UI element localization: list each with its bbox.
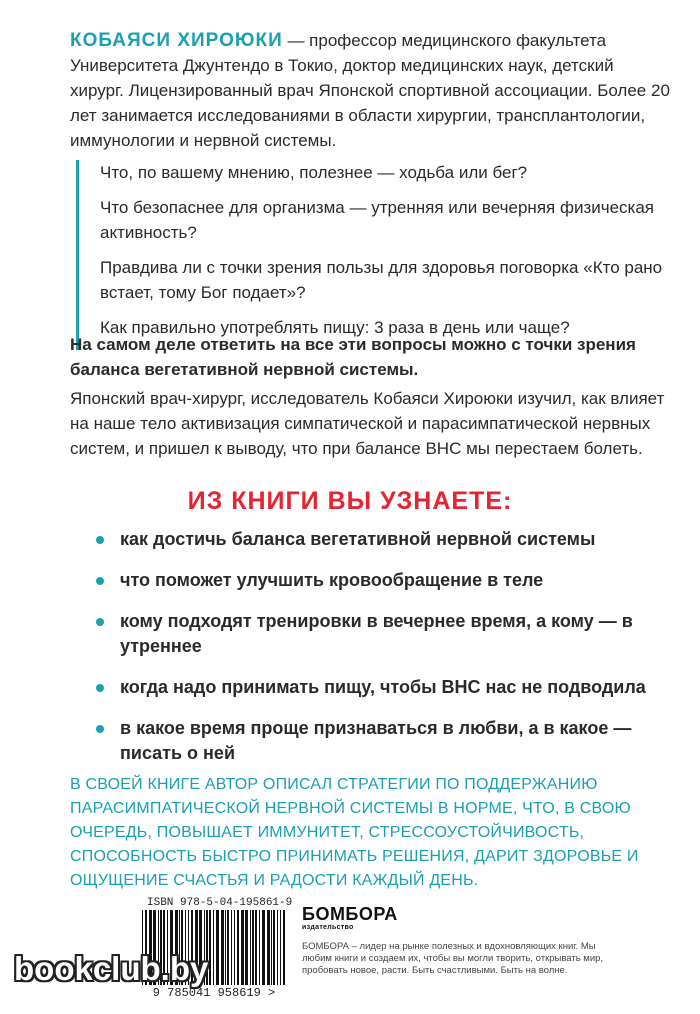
list-item: в какое время проще признаваться в любви, а в какое — писать о ней	[96, 716, 676, 766]
barcode-bar	[213, 910, 214, 985]
isbn-label: ISBN 978-5-04-195861-9	[147, 897, 293, 909]
publisher-description: БОМБОРА – лидер на рынке полезных и вдохновляющих книг. Мы любим книги и создаем их, чтобы вы могли творить, открывать мир, пробовать новое, расти. Быть счастливыми. Быть на волне.	[302, 941, 604, 976]
summary-paragraph: В СВОЕЙ КНИГЕ АВТОР ОПИСАЛ СТРАТЕГИИ ПО ПОДДЕРЖАНИЮ ПАРАСИМПАТИЧЕСКОЙ НЕРВНОЙ СИСТЕМЫ В НОРМЕ, ЧТО, В СВОЮ ОЧЕРЕДЬ, ПОВЫШАЕТ ИММУНИТЕТ, СТРЕССОУСТОЙЧИВОСТЬ, СПОСОБНОСТЬ БЫСТРО ПРИНИМАТЬ РЕШЕНИЯ, ДАРИТ ЗДОРОВЬЕ И ОЩУЩЕНИЕ СЧАСТЬЯ И РАДОСТИ КАЖДЫЙ ДЕНЬ.	[70, 776, 639, 889]
question: Что, по вашему мнению, полезнее — ходьба или бег?	[100, 163, 528, 182]
question: Правдива ли с точки зрения пользы для здоровья поговорка «Кто рано встает, тому Бог подает»?	[100, 258, 663, 302]
barcode-bar	[237, 910, 239, 985]
bullet-dot-icon	[96, 577, 104, 585]
barcode-bar	[271, 910, 272, 985]
description-paragraph: Японский врач-хирург, исследователь Кобаяси Хироюки изучил, как влияет на наше тело активизация симпатической и парасимпатической нервных систем, и пришел к выводу, что при балансе ВНС мы перестаем болеть.	[70, 389, 665, 458]
bullet-dot-icon	[96, 618, 104, 626]
author-bio	[70, 28, 670, 153]
barcode-bar	[273, 910, 275, 985]
list-item: когда надо принимать пищу, чтобы ВНС нас не подводила	[96, 675, 676, 700]
barcode-bar	[225, 910, 226, 985]
bullet-dot-icon	[96, 725, 104, 733]
barcode-bar	[283, 910, 285, 985]
list-item: что поможет улучшить кровообращение в теле	[96, 568, 676, 593]
barcode-bar	[209, 910, 211, 985]
publisher-logo: БОМБОРА	[302, 904, 398, 924]
barcode-bar	[245, 910, 248, 985]
barcode-digits: 9 785041 958619 >	[152, 986, 276, 1000]
barcode-bar	[231, 910, 232, 985]
barcode-bar	[259, 910, 260, 985]
list-item: кому подходят тренировки в вечернее время, а кому — в утреннее	[96, 609, 676, 659]
bullet-dot-icon	[96, 536, 104, 544]
publisher-subtitle: издательство	[302, 924, 354, 931]
list-item: как достичь баланса вегетативной нервной системы	[96, 527, 676, 552]
barcode-bar	[216, 910, 219, 985]
barcode-bar	[241, 910, 244, 985]
answer-statement: На самом деле ответить на все эти вопросы можно с точки зрения баланса вегетативной нервной системы.	[70, 335, 636, 379]
watermark: bookclub.by	[14, 950, 209, 987]
barcode-bar	[277, 910, 278, 985]
author-name: КОБАЯСИ ХИРОЮКИ	[70, 30, 283, 51]
barcode-bar	[227, 910, 229, 985]
learn-list	[96, 527, 676, 782]
question: Как правильно употреблять пищу: 3 раза в день или чаще?	[100, 318, 570, 337]
bullet-dot-icon	[96, 684, 104, 692]
barcode-bar	[221, 910, 224, 985]
learn-heading: ИЗ КНИГИ ВЫ УЗНАЕТЕ:	[187, 487, 513, 515]
question: Что безопаснее для организма — утренняя или вечерняя физическая активность?	[100, 198, 655, 242]
barcode-bar	[255, 910, 257, 985]
barcode-bar	[267, 910, 270, 985]
barcode-bar	[252, 910, 254, 985]
barcode-bar	[280, 910, 281, 985]
author-bio-text: — профессор медицинского факультета Университета Джунтендо в Токио, доктор медицинских наук, детский хирург. Лицензированный врач Японской спортивной ассоциации. Более 20 лет занимается исследованиями в области хирургии, трансплантологии, иммунологии и нервной системы.	[70, 31, 670, 150]
barcode-bar	[234, 910, 235, 985]
barcode-bar	[262, 910, 265, 985]
questions-block	[76, 160, 690, 350]
barcode-bar	[250, 910, 251, 985]
